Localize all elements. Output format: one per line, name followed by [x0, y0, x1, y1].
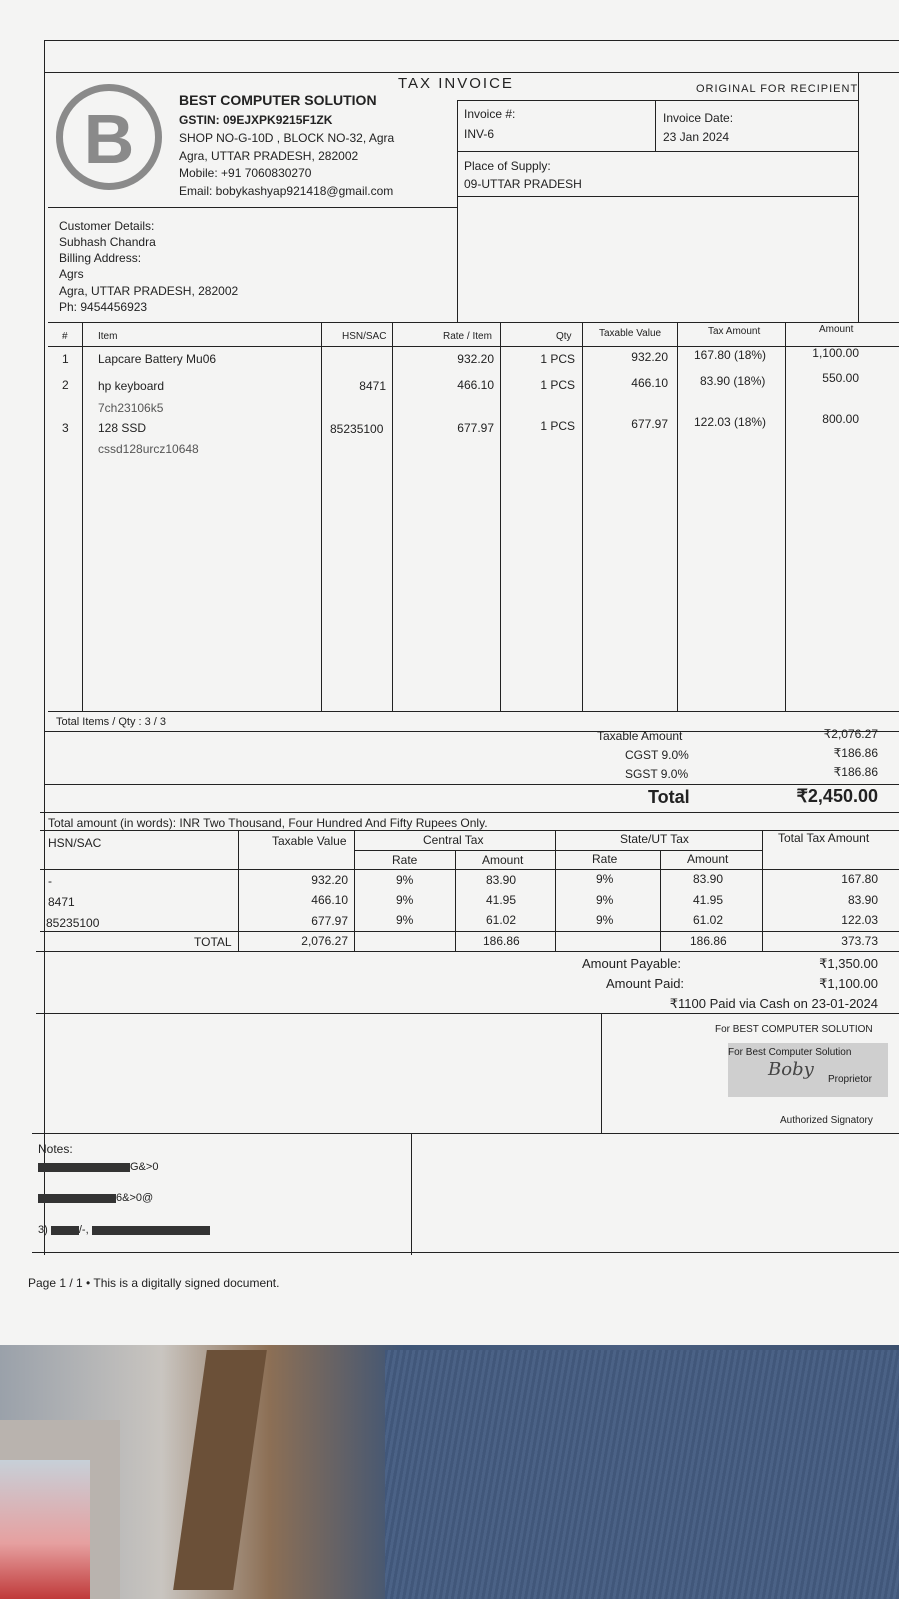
hsn-col-4: [555, 830, 556, 951]
hsn-total-taxable: 2,076.27: [301, 934, 348, 948]
hsn-table-bottom: [36, 951, 899, 952]
item-1-rate: 932.20: [457, 352, 494, 366]
hsn-col-3: [455, 850, 456, 951]
seller-address-1: SHOP NO-G-10D , BLOCK NO-32, Agra: [179, 131, 395, 145]
redaction: [38, 1194, 116, 1203]
signature-divider: [601, 1013, 602, 1134]
hsn-head-c-amount: Amount: [482, 853, 524, 867]
hsn-col-6: [762, 830, 763, 951]
hsn-row-2-c-amt: 41.95: [486, 893, 517, 907]
hsn-head-total-tax: Total Tax Amount: [778, 831, 870, 845]
total-items-qty: Total Items / Qty : 3 / 3: [56, 716, 167, 728]
header-vertical: [457, 100, 458, 322]
col-item: Item: [98, 331, 118, 342]
col-no: #: [62, 331, 68, 342]
place-of-supply-label: Place of Supply:: [464, 159, 551, 173]
amount-paid-value: ₹1,100.00: [819, 976, 878, 991]
notes-heading: Notes:: [38, 1142, 73, 1156]
customer-address-1: Agrs: [59, 267, 84, 281]
item-2-amount: 550.00: [822, 371, 859, 385]
col-line-2: [321, 322, 322, 712]
seller-divider: [48, 207, 457, 208]
item-3-name: 128 SSD: [98, 421, 147, 435]
total-bottom: [40, 812, 899, 813]
signature-scribble: Boby: [768, 1059, 814, 1080]
hsn-row-1-s-amt: 83.90: [693, 872, 724, 886]
frame-top: [44, 40, 899, 41]
signature-top: [36, 1013, 899, 1014]
item-3-no: 3: [62, 421, 69, 435]
customer-heading: Customer Details:: [59, 219, 155, 233]
items-header-bottom: [48, 346, 899, 347]
hsn-row-2-total: 83.90: [847, 893, 878, 907]
seller-name: BEST COMPUTER SOLUTION: [179, 92, 377, 108]
col-line-5: [582, 322, 583, 712]
hsn-head-state: State/UT Tax: [620, 832, 689, 846]
hsn-total-c-amt: 186.86: [483, 934, 520, 948]
title-divider: [44, 72, 899, 73]
cgst-label: CGST 9.0%: [625, 748, 689, 762]
hsn-row-1-c-amt: 83.90: [486, 873, 517, 887]
amount-paid-label: Amount Paid:: [606, 976, 685, 991]
hsn-subheader-line: [354, 850, 762, 851]
signature-stamp: [728, 1043, 888, 1097]
hsn-row-1-c-rate: 9%: [396, 873, 414, 887]
col-line-4: [500, 322, 501, 712]
notes-top: [32, 1133, 899, 1134]
customer-address-2: Agra, UTTAR PRADESH, 282002: [59, 284, 239, 298]
amount-payable-label: Amount Payable:: [582, 956, 682, 971]
item-1-amount: 1,100.00: [812, 346, 859, 360]
hsn-row-1-taxable: 932.20: [311, 873, 348, 887]
place-of-supply-value: 09-UTTAR PRADESH: [464, 177, 582, 191]
col-rate: Rate / Item: [443, 331, 492, 342]
for-company-label: For BEST COMPUTER SOLUTION: [715, 1024, 873, 1035]
hsn-head-c-rate: Rate: [392, 853, 418, 867]
invoice-meta-divider: [457, 151, 858, 152]
col-taxable: Taxable Value: [599, 328, 662, 339]
hsn-head-central: Central Tax: [423, 833, 484, 847]
seller-email: Email: bobykashyap921418@gmail.com: [179, 184, 394, 198]
redaction: [92, 1226, 210, 1235]
hsn-table-top: [40, 830, 899, 831]
customer-phone: Ph: 9454456923: [59, 300, 148, 314]
notes-divider: [411, 1133, 412, 1255]
sgst-label: SGST 9.0%: [625, 767, 689, 781]
sgst-value: ₹186.86: [833, 765, 878, 779]
items-top: [48, 322, 899, 323]
item-3-desc: cssd128urcz10648: [98, 442, 199, 456]
note-line-1: G&>0: [38, 1161, 158, 1173]
note-line-2: 6&>0@: [38, 1192, 153, 1204]
item-3-hsn: 85235100: [330, 422, 384, 436]
item-2-hsn: 8471: [359, 379, 386, 393]
seller-gstin: GSTIN: 09EJXPK9215F1ZK: [179, 113, 333, 127]
item-2-tax: 83.90 (18%): [700, 374, 766, 388]
hsn-col-5: [660, 850, 661, 951]
hsn-head-s-amount: Amount: [687, 852, 729, 866]
items-bottom: [48, 711, 899, 712]
stamp-line: For Best Computer Solution: [728, 1047, 852, 1058]
hsn-row-3-c-rate: 9%: [396, 913, 414, 927]
col-hsn: HSN/SAC: [342, 331, 387, 342]
item-1-tax: 167.80 (18%): [694, 348, 767, 362]
hsn-head-taxable: Taxable Value: [272, 834, 347, 848]
invoice-no-divider: [655, 100, 656, 152]
col-amount: Amount: [819, 324, 854, 335]
hsn-row-1-total: 167.80: [841, 872, 878, 886]
item-1-no: 1: [62, 352, 69, 366]
notes-bottom: [32, 1252, 899, 1253]
col-tax: Tax Amount: [708, 326, 761, 337]
hsn-row-3-s-rate: 9%: [596, 913, 614, 927]
note-line-3: 3) /-,: [38, 1224, 210, 1236]
frame-left: [44, 40, 45, 1255]
hsn-row-3-c-amt: 61.02: [486, 913, 517, 927]
hsn-header-bottom: [40, 869, 899, 870]
hsn-total-s-amt: 186.86: [690, 934, 727, 948]
seller-address-2: Agra, UTTAR PRADESH, 282002: [179, 149, 359, 163]
item-3-amount: 800.00: [822, 412, 859, 426]
taxable-amount-value: ₹2,076.27: [823, 727, 878, 741]
redaction: [38, 1163, 130, 1172]
authorized-signatory: Authorized Signatory: [780, 1115, 873, 1126]
company-logo: B: [56, 84, 162, 190]
redaction: [51, 1226, 79, 1235]
item-3-taxable: 677.97: [631, 417, 668, 431]
box-right: [858, 72, 859, 322]
hsn-total-label: TOTAL: [194, 935, 232, 949]
item-1-name: Lapcare Battery Mu06: [98, 352, 217, 366]
col-qty: Qty: [556, 331, 572, 342]
hsn-row-3-total: 122.03: [841, 913, 878, 927]
invoice-title: TAX INVOICE: [398, 75, 514, 92]
customer-name: Subhash Chandra: [59, 235, 156, 249]
hsn-head-hsn: HSN/SAC: [48, 836, 102, 850]
box-top: [457, 100, 858, 101]
hsn-row-2-hsn: 8471: [48, 895, 75, 909]
supply-divider: [457, 196, 858, 197]
item-3-tax: 122.03 (18%): [694, 415, 767, 429]
item-2-name: hp keyboard: [98, 379, 165, 393]
hsn-row-2-s-amt: 41.95: [693, 893, 724, 907]
seller-mobile: Mobile: +91 7060830270: [179, 166, 312, 180]
cgst-value: ₹186.86: [833, 746, 878, 760]
item-2-taxable: 466.10: [631, 376, 668, 390]
billing-label: Billing Address:: [59, 251, 142, 265]
invoice-no-label: Invoice #:: [464, 107, 516, 121]
hsn-row-3-hsn: 85235100: [46, 916, 100, 930]
hsn-row-1-s-rate: 9%: [596, 872, 614, 886]
hsn-row-2-s-rate: 9%: [596, 893, 614, 907]
total-label: Total: [648, 787, 690, 807]
hsn-row-2-taxable: 466.10: [311, 893, 348, 907]
page-footer: Page 1 / 1 • This is a digitally signed document.: [28, 1276, 280, 1290]
copy-label: ORIGINAL FOR RECIPIENT: [696, 83, 859, 95]
item-1-qty: 1 PCS: [540, 352, 575, 366]
col-line-7: [785, 322, 786, 712]
item-2-desc: 7ch23106k5: [98, 401, 164, 415]
item-2-no: 2: [62, 378, 69, 392]
invoice-no-value: INV-6: [464, 127, 495, 141]
col-line-1: [82, 322, 83, 712]
paid-note: ₹1100 Paid via Cash on 23-01-2024: [669, 996, 878, 1011]
hsn-row-3-taxable: 677.97: [311, 914, 348, 928]
background-jeans: [385, 1350, 899, 1599]
hsn-head-s-rate: Rate: [592, 852, 618, 866]
invoice-date-value: 23 Jan 2024: [663, 130, 730, 144]
item-3-qty: 1 PCS: [540, 419, 575, 433]
item-1-taxable: 932.20: [631, 350, 668, 364]
hsn-total-total: 373.73: [841, 934, 878, 948]
hsn-col-1: [238, 830, 239, 951]
total-top: [44, 784, 899, 785]
hsn-col-2: [354, 830, 355, 951]
hsn-row-1-hsn: -: [48, 874, 52, 888]
item-3-rate: 677.97: [457, 421, 494, 435]
item-2-qty: 1 PCS: [540, 378, 575, 392]
col-line-3: [392, 322, 393, 712]
hsn-row-3-s-amt: 61.02: [693, 913, 724, 927]
hsn-total-top: [40, 931, 899, 932]
col-line-6: [677, 322, 678, 712]
amount-in-words: Total amount (in words): INR Two Thousand, Four Hundred And Fifty Rupees Only.: [48, 816, 488, 830]
taxable-amount-label: Taxable Amount: [597, 729, 683, 743]
item-2-rate: 466.10: [457, 378, 494, 392]
amount-payable-value: ₹1,350.00: [819, 956, 878, 971]
background-books: [0, 1460, 90, 1599]
invoice-date-label: Invoice Date:: [663, 111, 734, 125]
total-value: ₹2,450.00: [796, 786, 878, 806]
proprietor-label: Proprietor: [828, 1074, 872, 1085]
hsn-row-2-c-rate: 9%: [396, 893, 414, 907]
